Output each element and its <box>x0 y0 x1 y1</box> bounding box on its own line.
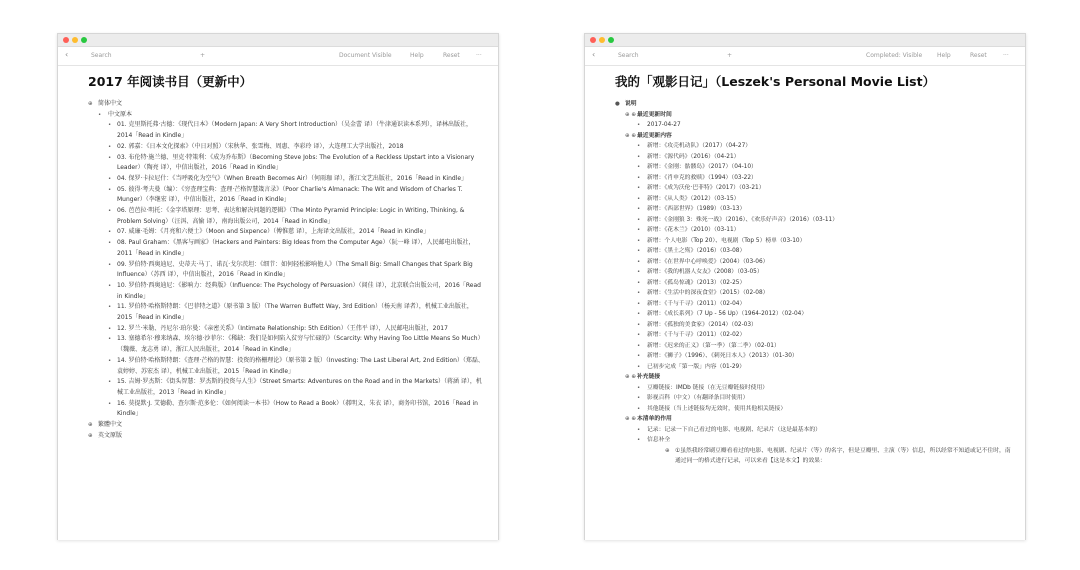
outline-item[interactable] <box>615 246 1011 257</box>
outline-item[interactable] <box>88 399 484 420</box>
outline-item[interactable] <box>615 372 1011 383</box>
outline-item-text: 新增：《金刚狼 3：殊死一战》（2016）、《欢乐好声音》（2016）（03-11） <box>647 216 838 223</box>
bullet-icon[interactable]: • <box>637 363 641 370</box>
outline-item[interactable] <box>88 260 484 281</box>
bullet-icon[interactable]: ⊕ ⊕ <box>625 374 636 380</box>
outline-item-text: 中文原本 <box>108 110 133 118</box>
outline-item-text: 说明 <box>625 101 637 107</box>
reset-button[interactable]: Reset <box>970 52 987 59</box>
outline-item[interactable] <box>615 425 1011 436</box>
toolbar <box>58 47 498 66</box>
outline-item-text: 新增：《孤岛惊魂》（2013）（02-25） <box>647 279 746 286</box>
bullet-icon[interactable]: • <box>637 395 641 401</box>
bullet-icon[interactable]: • <box>637 258 641 265</box>
left-document-window <box>57 33 499 540</box>
back-icon[interactable]: ‹ <box>592 50 596 59</box>
bullet-icon[interactable]: • <box>637 248 641 254</box>
bullet-icon[interactable]: • <box>108 229 112 236</box>
outline-item-text: 已初步完成「第一版」内容（01-29） <box>647 363 746 370</box>
outline-item-text: 新增：《攻壳机动队》（2017）（04-27） <box>647 143 752 149</box>
outline-item[interactable] <box>88 206 484 227</box>
bullet-icon[interactable]: • <box>637 174 641 181</box>
outline-item-text: 信息补全 <box>647 437 671 443</box>
outline-item-text: 15. 吉姆·罗杰斯：《街头智慧：罗杰斯的投资与人生》（Street Smarts: Adventures on the Road and in the Markets）（蒋涵 译），机械工业出版社，2013「Read in Kindle」 <box>117 378 482 396</box>
bullet-icon[interactable]: ⊕ <box>88 432 93 439</box>
outline-item[interactable] <box>615 393 1011 404</box>
outline-item[interactable] <box>88 185 484 206</box>
outline-item-text: 01. 克里斯托弗·古德：《现代日本》（Modern Japan: A Very Short Introduction）（吴金蕾 译）（牛津通识读本系列），译林出版社，2014「Read in Kindle」 <box>117 121 472 140</box>
bullet-icon[interactable]: • <box>637 122 641 128</box>
bullet-icon[interactable]: • <box>637 195 641 202</box>
bullet-icon[interactable]: • <box>108 325 112 332</box>
search-input[interactable]: Search <box>618 52 639 59</box>
bullet-icon[interactable]: • <box>637 405 641 412</box>
outline-item[interactable] <box>88 334 484 355</box>
outline-item[interactable] <box>88 281 484 302</box>
outline-item-text: 新增：《成为沃伦·巴菲特》（2017）（03-21） <box>647 185 765 191</box>
bullet-icon[interactable]: • <box>637 426 641 433</box>
outline-item[interactable] <box>615 351 1011 362</box>
outline-item-text: 新增：《生活中的深夜食堂》（2015）（02-08） <box>647 290 769 296</box>
help-button[interactable]: Help <box>937 52 951 59</box>
right-document-window <box>584 33 1026 540</box>
bullet-icon[interactable]: • <box>637 437 641 443</box>
outline-item-text: 新增：《在世界中心呼唤爱》（2004）（03-06） <box>647 258 769 265</box>
bullet-icon[interactable]: ⊕ <box>88 422 93 429</box>
bullet-icon[interactable]: • <box>108 143 112 150</box>
bullet-icon[interactable]: ● <box>615 101 620 107</box>
bullet-icon[interactable]: • <box>108 240 112 247</box>
outline-item-text: 新增：《花木兰》（2010）（03-11） <box>647 227 740 233</box>
outline-item[interactable] <box>615 194 1011 205</box>
bullet-icon[interactable]: • <box>637 300 641 307</box>
search-input[interactable]: Search <box>91 52 112 59</box>
outline-item-text: 最近更新内容 <box>637 132 672 139</box>
outline-item[interactable] <box>615 99 1011 110</box>
bullet-icon[interactable]: • <box>108 357 112 364</box>
document-content <box>585 65 1025 540</box>
completed-visible-toggle[interactable]: Completed: Visible <box>866 52 923 59</box>
outline-item-text: 08. Paul Graham：《黑客与画家》（Hackers and Painters: Big Ideas from the Computer Age）（阮一峰 译），人民邮电出版社，2011「Read in Kindle」 <box>117 239 475 257</box>
zoom-window-button[interactable] <box>81 37 87 43</box>
add-icon[interactable]: + <box>727 52 733 59</box>
zoom-window-button[interactable] <box>608 37 614 43</box>
outline-item[interactable] <box>88 110 484 121</box>
bullet-icon[interactable]: • <box>108 175 112 182</box>
bullet-icon[interactable]: • <box>637 311 641 317</box>
outline-item-text: 新增：《成长系列》（7 Up - 56 Up）（1964-2012）（02-04） <box>647 311 808 317</box>
toolbar <box>585 47 1025 66</box>
outline-item[interactable] <box>615 120 1011 131</box>
outline-item-text: 06. 芭芭拉·明托：《金字塔原理：思考、表达和解决问题的逻辑》（The Minto Pyramid Principle: Logic in Writing, Thinking, & Problem Solving）（汪洱、高愉 译），南海出版公司，2014「Read in Kindle」 <box>117 207 465 225</box>
window-titlebar <box>58 34 498 47</box>
bullet-icon[interactable]: ⊕ ⊕ <box>625 132 636 139</box>
outline-item-text: 04. 保罗·卡拉尼什：《当呼吸化为空气》（When Breath Becomes Air）（何雨珈 译），浙江文艺出版社，2016「Read in Kindle」 <box>117 174 468 182</box>
outline-item[interactable] <box>615 141 1011 152</box>
outline-item-text: 11. 罗伯特·哈格斯特朗：《巴菲特之道》（原书第 3 版）（The Warren Buffett Way, 3rd Edition）（杨天南 译者），机械工业出版社，2015「Read in Kindle」 <box>117 303 473 322</box>
reset-button[interactable]: Reset <box>443 52 460 59</box>
outline-item[interactable] <box>615 204 1011 215</box>
bullet-icon[interactable]: • <box>108 400 112 407</box>
outline-item[interactable] <box>88 174 484 185</box>
close-window-button[interactable] <box>63 37 69 43</box>
outline-item-text: 英文原版 <box>98 431 123 439</box>
bullet-icon[interactable]: • <box>637 153 641 160</box>
outline-item[interactable] <box>88 431 484 442</box>
outline-item[interactable] <box>88 377 484 398</box>
bullet-icon[interactable]: • <box>637 279 641 286</box>
bullet-icon[interactable]: • <box>637 342 641 349</box>
bullet-icon[interactable]: • <box>108 154 112 161</box>
outline-item-text: 13. 塞德希尔·穆来纳森、埃尔德·沙菲尔：《稀缺：我们是如何陷入贫穷与忙碌的》（Scarcity: Why Having Too Little Means So Much）（魏薇、龙志勇 译），浙江人民出版社，2014「Read in Kindle」 <box>117 335 484 354</box>
bullet-icon[interactable]: • <box>108 261 112 268</box>
outline-item[interactable] <box>615 225 1011 236</box>
outline-item-text: 新增：《从人类》（2012）（03-15） <box>647 195 740 202</box>
outline-item-text: 新增：《孤独的美食家》（2014）（02-03） <box>647 321 757 328</box>
bullet-icon[interactable]: • <box>637 290 641 296</box>
bullet-icon[interactable]: • <box>108 186 112 193</box>
outline-list <box>88 99 484 442</box>
bullet-icon[interactable]: ⊕ ⊕ <box>625 111 636 118</box>
bullet-icon[interactable]: • <box>637 143 641 149</box>
outline-item-text: 新增：《肖申克的救赎》（1994）（03-22） <box>647 174 757 181</box>
outline-item[interactable] <box>615 362 1011 373</box>
bullet-icon[interactable]: • <box>637 269 641 275</box>
outline-item-text: 05. 彼得·考夫曼（编）：《穷查理宝典：查理·芒格智慧箴言录》（Poor Charlie's Almanack: The Wit and Wisdom of Charles T. Munger）（李继宏 译），中信出版社，2016「Read in Kindle」 <box>117 185 463 204</box>
outline-item-text: ①虽然我经常刷豆瓣看看过的电影、电视剧、纪录片（等）的名字，但是豆瓣里、主演（等）信息，所以经常不知道或记不住时，南通过同一的格式进行记录，可以来看【这是本文】的效果： <box>675 447 1011 464</box>
outline-item-text: 新增：《我的机器人女友》（2008）（03-05） <box>647 269 763 275</box>
outline-item[interactable] <box>615 299 1011 310</box>
outline-item[interactable] <box>615 341 1011 352</box>
outline-item[interactable] <box>615 330 1011 341</box>
outline-item-text: 新增：《源代码》（2016）（04-21） <box>647 153 740 160</box>
outline-list <box>615 99 1011 467</box>
outline-item[interactable] <box>615 267 1011 278</box>
outline-item[interactable] <box>615 383 1011 394</box>
outline-item-text: 补充链接 <box>637 374 661 380</box>
outline-item-text: 其他链接（当上述链接均无效时，使用其他相关链接） <box>647 405 787 412</box>
document-visible-toggle[interactable]: Document Visible <box>339 52 392 59</box>
outline-item-text: 16. 莫提默·J. 艾德勒、查尔斯·范多伦：《如何阅读一本书》（How to Read a Book）（郝明义、朱衣 译），商务印书馆，2016「Read in Kindle」 <box>117 399 478 418</box>
page-title: 我的「观影日记」（Leszek's Personal Movie List） <box>615 74 936 89</box>
outline-item-text: 新增：《狮子》（1996）、《刺死日本人》（2013）（01-30） <box>647 353 798 359</box>
outline-item-text: 12. 罗兰·米勒、丹尼尔·珀尔曼：《亲密关系》（Intimate Relationship: 5th Edition）（王伟平 译），人民邮电出版社，2017 <box>117 324 448 332</box>
outline-item[interactable] <box>615 131 1011 142</box>
outline-item[interactable] <box>615 110 1011 121</box>
outline-item[interactable] <box>88 99 484 110</box>
outline-item[interactable] <box>615 435 1011 446</box>
outline-item[interactable] <box>615 257 1011 268</box>
minimize-window-button[interactable] <box>72 37 78 43</box>
bullet-icon[interactable]: • <box>108 122 112 129</box>
outline-item-text: 10. 罗伯特·西奥迪尼：《影响力：经典版》（Influence: The Psychology of Persuasion）（闾佳 译），北京联合出版公司，2016「Read in Kindle」 <box>117 281 481 300</box>
outline-item[interactable] <box>615 446 1011 467</box>
page-title: 2017 年阅读书目（更新中） <box>88 74 253 89</box>
outline-item[interactable] <box>615 236 1011 247</box>
bullet-icon[interactable]: • <box>637 332 641 338</box>
outline-item[interactable] <box>615 414 1011 425</box>
outline-item-text: 09. 罗伯特·西奥迪尼、史蒂夫·马丁、诺瓦·戈尔茨坦：《细节：如何轻松影响他人》（The Small Big: Small Changes that Spark Big Influence）（苏西 译），中信出版社，2016「Read in Kindle」 <box>117 260 473 279</box>
outline-item[interactable] <box>615 320 1011 331</box>
outline-item-text: 02. 郭嘉：《日本文化探索》（中日对照）（宋秋华、张雪梅、周惠、李彩玲 译），大连理工大学出版社，2018 <box>117 142 404 150</box>
outline-item[interactable] <box>615 215 1011 226</box>
outline-item[interactable] <box>88 420 484 431</box>
bullet-icon[interactable]: • <box>637 164 641 170</box>
bullet-icon[interactable]: • <box>637 237 641 244</box>
outline-item-text: 新增：《千与千寻》（2011）（02-04） <box>647 300 746 307</box>
outline-item[interactable] <box>615 173 1011 184</box>
outline-item-text: 本清单的作用 <box>637 416 672 422</box>
window-titlebar <box>585 34 1025 47</box>
outline-item[interactable] <box>88 238 484 259</box>
outline-item[interactable] <box>615 152 1011 163</box>
outline-item[interactable] <box>88 227 484 238</box>
more-icon[interactable]: ··· <box>476 52 482 59</box>
bullet-icon[interactable]: ⊕ <box>88 101 93 107</box>
outline-item-text: 豆瓣链接：IMDb 链接（在无豆瓣链接时使用） <box>647 384 769 391</box>
outline-item[interactable] <box>88 356 484 377</box>
document-content <box>58 65 498 540</box>
bullet-icon[interactable]: • <box>637 384 641 391</box>
add-icon[interactable]: + <box>200 52 206 59</box>
bullet-icon[interactable]: • <box>637 353 641 359</box>
outline-item-text: 新增：《西部世界》（1989）（03-13） <box>647 206 746 212</box>
minimize-window-button[interactable] <box>599 37 605 43</box>
bullet-icon[interactable]: • <box>637 206 641 212</box>
outline-item-text: 影视百科（中文）（有翻译条目时使用） <box>647 395 749 401</box>
help-button[interactable]: Help <box>410 52 424 59</box>
bullet-icon[interactable]: • <box>637 227 641 233</box>
outline-item[interactable] <box>88 324 484 335</box>
outline-item[interactable] <box>615 183 1011 194</box>
bullet-icon[interactable]: • <box>108 336 112 343</box>
bullet-icon[interactable]: • <box>108 379 112 386</box>
outline-item-text: 新增：个人电影（Top 20）、电视剧（Top 5）榜单（03-10） <box>647 237 806 244</box>
bullet-icon[interactable]: • <box>637 216 641 223</box>
outline-item[interactable] <box>615 162 1011 173</box>
back-icon[interactable]: ‹ <box>65 50 69 59</box>
more-icon[interactable]: ··· <box>1003 52 1009 59</box>
outline-item-text: 最近更新时间 <box>637 111 672 118</box>
outline-item-text: 记录：记录一下自己看过的电影、电视剧、纪录片（这是最基本的） <box>647 426 821 433</box>
outline-item-text: 新增：《黑土之殇》（2016）（03-08） <box>647 248 746 254</box>
bullet-icon[interactable]: ⊕ <box>665 447 670 454</box>
outline-item-text: 简体中文 <box>98 100 123 107</box>
bullet-icon[interactable]: ⊕ ⊕ <box>625 416 636 422</box>
outline-item[interactable] <box>88 153 484 174</box>
outline-item[interactable] <box>615 404 1011 415</box>
outline-item[interactable] <box>88 120 484 141</box>
outline-item-text: 14. 罗伯特·哈格斯特朗：《查理·芒格的智慧：投资的格栅理论》（原书第 2 版）（Investing: The Last Liberal Art, 2nd Edition）（郑磊、袁婷婷、苏宏杰 译），机械工业出版社，2015「Read in Kindle」 <box>117 356 484 375</box>
bullet-icon[interactable]: • <box>108 282 112 289</box>
outline-item-text: 新增：《千与千寻》（2011）（02-02） <box>647 332 746 338</box>
outline-item-text: 繁體中文 <box>98 421 123 429</box>
outline-item-text: 新增：《迟来的正义》（第一季）（第二季）（02-01） <box>647 342 780 349</box>
outline-item[interactable] <box>88 302 484 323</box>
bullet-icon[interactable]: • <box>98 111 102 118</box>
outline-item[interactable] <box>615 278 1011 289</box>
bullet-icon[interactable]: • <box>637 185 641 191</box>
outline-item-text: 2017-04-27 <box>647 122 681 128</box>
outline-item-text: 07. 威廉·毛姆：《月亮和六便士》（Moon and Sixpence）（傅惟慈 译），上海译文出版社，2014「Read in Kindle」 <box>117 228 430 236</box>
close-window-button[interactable] <box>590 37 596 43</box>
outline-item-text: 03. 布伦特·施兰德、里克·特策利：《成为乔布斯》（Becoming Steve Jobs: The Evolution of a Reckless Upstart into a Visionary Leader）（陶亮 译），中信出版社，2016「Read in Kindle」 <box>117 153 475 172</box>
bullet-icon[interactable]: • <box>108 304 112 311</box>
outline-item[interactable] <box>615 309 1011 320</box>
bullet-icon[interactable]: • <box>108 208 112 215</box>
outline-item[interactable] <box>615 288 1011 299</box>
outline-item-text: 新增：《金刚：骷髅岛》（2017）（04-10） <box>647 164 757 170</box>
bullet-icon[interactable]: • <box>637 321 641 328</box>
outline-item[interactable] <box>88 142 484 153</box>
